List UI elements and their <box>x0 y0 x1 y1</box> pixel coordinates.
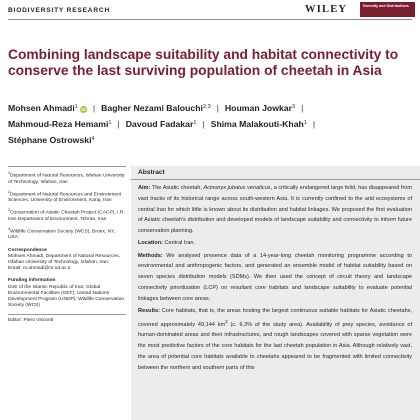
affiliation: $^4$Wildlife Conservation Society (WCS), Bronx, NY, USA <box>8 226 116 241</box>
abstract-box <box>131 166 420 420</box>
abstract-location: Location: Central Iran. <box>138 240 196 247</box>
affiliation: $^3$Conservation of Asiatic Cheetah Project (CACP), I.R. Iran Department of Environment, Tehran, Iran <box>8 208 125 222</box>
author-name[interactable]: Mohsen Ahmadi$^1$ iD <box>8 103 86 113</box>
orcid-icon[interactable]: iD <box>81 107 86 112</box>
author-name[interactable]: Mahmoud-Reza Hemami$^1$ <box>8 119 112 129</box>
author-name[interactable]: Houman Jowkar$^3$ <box>224 103 296 113</box>
sidebar-divider <box>8 314 126 315</box>
sidebar-divider <box>8 166 126 167</box>
author-list: Mohsen Ahmadi$^1$ iD | Bagher Nezami Balouchi$^{2,3}$ | Houman Jowkar$^3$ | Mahmoud-Reza Hemami$^1$ | Davoud Fadakar$^1$ | Shima Malakouti-Khah$^1$ | Stéphane Ostrowski$^4$ <box>8 103 316 145</box>
author-name[interactable]: Stéphane Ostrowski$^4$ <box>8 135 95 145</box>
abstract-methods: Methods: We analysed presence data of a 14-year-long cheetah monitoring programme according to environmental and anthropogenic factors, and generated an ensemble model of habitat suitability based on seven species distribution models (SDMs). We then used the concept of circuit theory and landscape connectivity prioritization (LCP) on resultant core habitats and landscape suitability to evaluate potential linkages between core areas. <box>138 252 412 302</box>
journal-badge[interactable]: Diversity and Distributions <box>360 2 415 17</box>
abstract-aim: Aim: The Asiatic cheetah, Acinonyx jubatus venaticus, a critically endangered large felid, has disappeared from vast tracks of its historical range across south-western Asia. It is currently confined to the arid ecosystems of central Iran for which little is known about its distribution and habitat linkages. We proposed the first evaluation of Asiatic cheetah's distribution and developed models of landscape suitability and connectivity to inform future conservation planning. <box>138 185 412 235</box>
abstract-divider <box>131 179 420 180</box>
abstract-heading: Abstract <box>138 169 165 176</box>
affiliation: $^1$Department of Natural Resources, Isfahan University of Technology, Isfahan, Iran <box>8 171 125 185</box>
funding-heading: Funding information <box>8 278 56 284</box>
abstract-results: Results: Core habitats, that is, the areas hosting the largest continuous suitable habitats for Asiatic cheetahs, covered approximately 49,144 $km^2$ (c. 6.3% of the study area). Availability of prey species, avoidance of human-dominated areas and their infrastructures, and rough landscapes covered with sparse vegetation were the most predictive factors of the core habitats for the last cheetah population in Asia. Although relatively vast, the area of potential core habitats available to cheetahs appeared to be fragmented with limited connectivity between the northern and southern parts of this <box>138 307 413 371</box>
section-label: BIODIVERSITY RESEARCH <box>8 7 111 14</box>
correspondence-address: Mohsen Ahmadi, Department of Natural Resources, Isfahan University of Technology, Isfahan, Iran. <box>8 253 120 266</box>
funding-text: DoE of the Islamic Republic of Iran; Global Environmental Facilities (GEF); United Nations Development Program (UNDP); Wildlife Conservation Society (WCS) <box>8 284 125 309</box>
article-title: Combining landscape suitability and habitat connectivity to conserve the last surviving population of cheetah in Asia <box>8 47 399 78</box>
correspondence-heading: Correspondence <box>8 247 47 253</box>
author-name[interactable]: Bagher Nezami Balouchi$^{2,3}$ <box>101 103 211 113</box>
header-divider <box>8 19 412 20</box>
author-name[interactable]: Davoud Fadakar$^1$ <box>125 119 197 129</box>
author-name[interactable]: Shima Malakouti-Khah$^1$ <box>210 119 307 129</box>
correspondence-email[interactable]: Email: m.ahmadi@nr.iut.ac.ir <box>8 266 71 272</box>
editor-credit: Editor: Piero Visconti <box>8 318 54 324</box>
affiliation: $^2$Department of Natural Resources and Environment Sciences, University of Environment, Karaj, Iran <box>8 189 122 204</box>
publisher-logo[interactable]: WILEY <box>305 4 348 15</box>
front-matter-sidebar <box>8 166 126 325</box>
